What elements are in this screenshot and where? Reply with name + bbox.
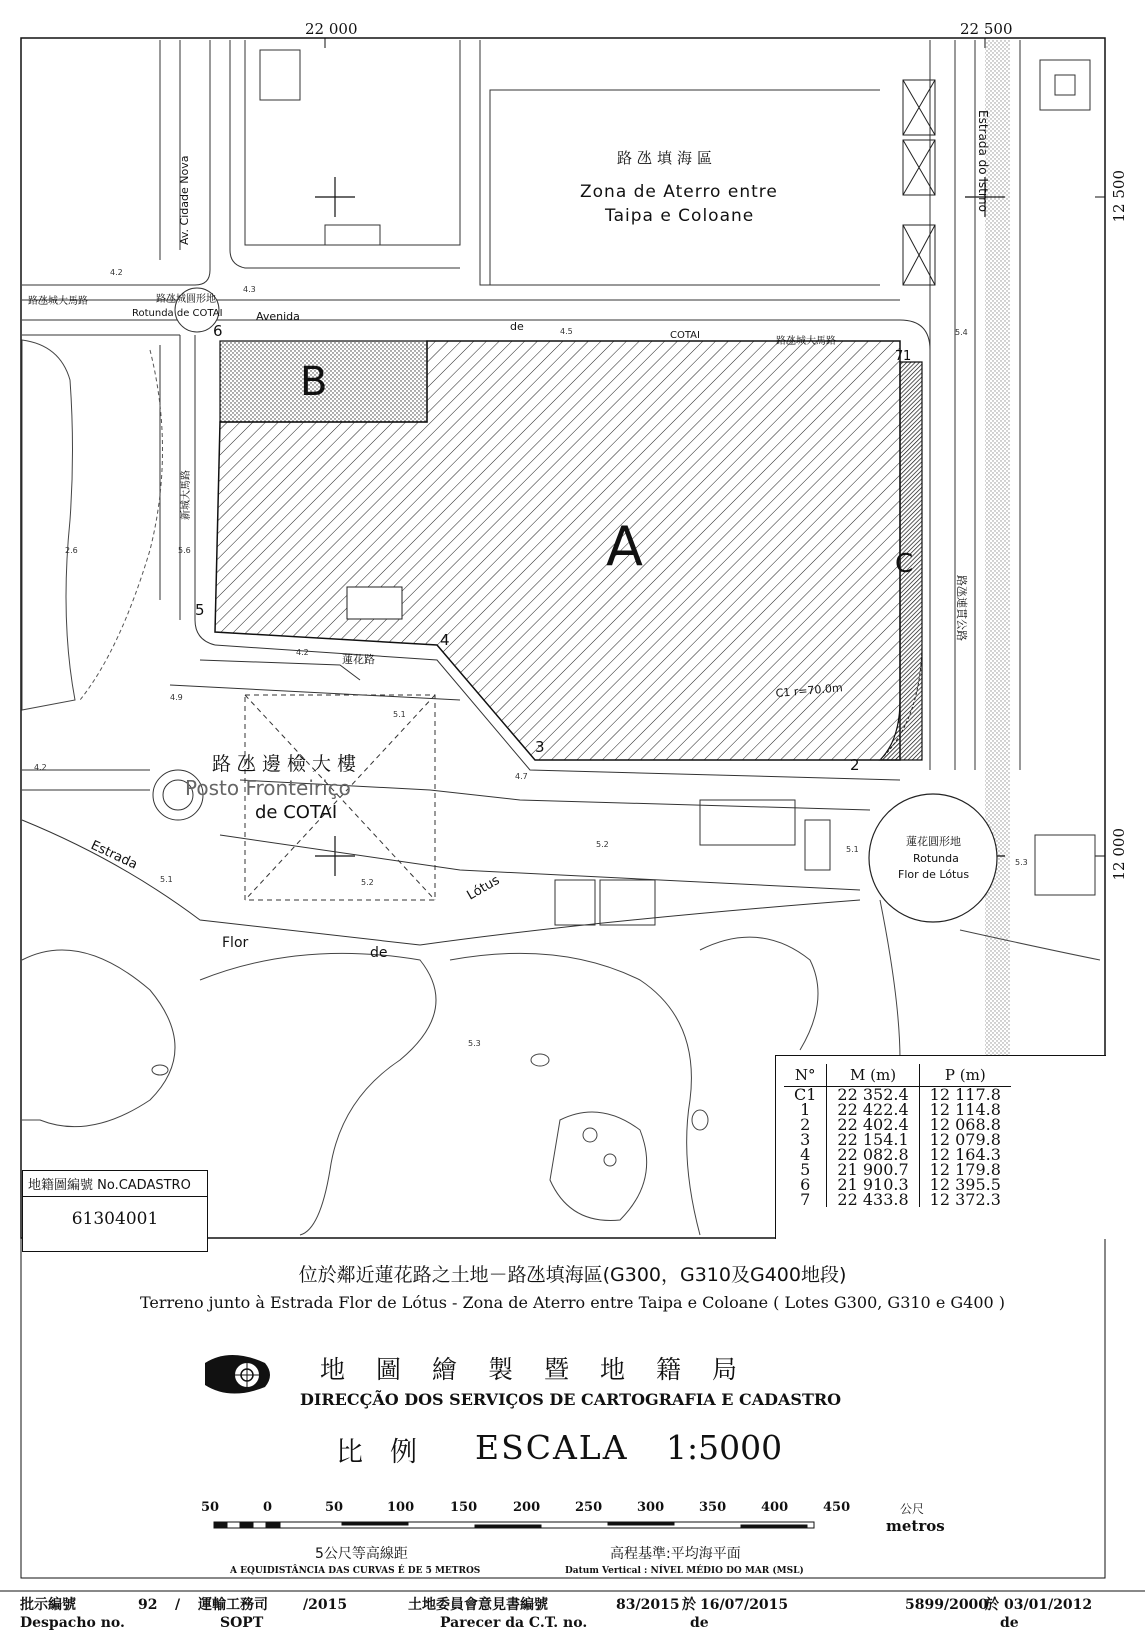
scale-tick-label: 0 <box>263 1500 273 1515</box>
scale-cn: 比 例 <box>336 1437 417 1468</box>
point-6: 6 <box>213 322 223 340</box>
scale-tick-label: 300 <box>637 1500 665 1515</box>
grid-label-x2: 22 500 <box>960 20 1013 38</box>
estrada-flor-4: Lótus <box>464 872 503 904</box>
coord-p: 12 079.8 <box>929 1130 1001 1149</box>
posto-cn: 路氹邊檢大樓 <box>212 753 363 775</box>
scale-unit-cn: 公尺 <box>900 1502 925 1516</box>
cadastro-number: 61304001 <box>71 1209 159 1229</box>
scale-tick-label: 50 <box>325 1500 344 1515</box>
avenida-de: de <box>510 320 524 333</box>
estrada-flor-1: Estrada <box>88 838 140 873</box>
proc-on-cn: 於 <box>985 1597 999 1613</box>
istmo-cn: 路氹連貫公路 <box>955 575 968 641</box>
coord-p: 12 179.8 <box>929 1160 1001 1179</box>
avenida-cn: 路氹城大馬路 <box>28 296 88 307</box>
despacho-num: 92 <box>138 1597 158 1613</box>
zone-cn: 路氹填海區 <box>617 149 718 167</box>
scale-tick-label: 450 <box>823 1500 851 1515</box>
scale-tick-label: 400 <box>761 1500 789 1515</box>
coord-m: 21 910.3 <box>827 1177 919 1192</box>
elev-label: 5.2 <box>361 878 374 887</box>
proc-num: 5899/2000 <box>905 1597 989 1613</box>
coordinate-table-box <box>775 1055 1106 1239</box>
parecer-date: 16/07/2015 <box>700 1597 789 1613</box>
point-3: 3 <box>535 738 545 756</box>
title-cn: 位於鄰近蓮花路之土地－路氹填海區(G300，G310及G400地段) <box>298 1264 847 1286</box>
elev-label: 5.3 <box>468 1039 481 1048</box>
scale-tick-label: 50 <box>201 1500 220 1515</box>
coord-no: C1 <box>794 1085 817 1104</box>
elev-label: 5.3 <box>1015 858 1028 867</box>
coord-no: 7 <box>800 1190 811 1209</box>
col-header-m: M (m) <box>827 1064 919 1087</box>
rotunda-lotus-cn: 蓮花圓形地 <box>906 835 961 848</box>
scale-tick-label: 150 <box>450 1500 478 1515</box>
despacho-dept-cn: 運輸工務司 <box>198 1597 268 1613</box>
agency-pt: DIRECÇÃO DOS SERVIÇOS DE CARTOGRAFIA E CADASTRO <box>300 1390 842 1409</box>
col-header-p: P (m) <box>919 1064 1011 1087</box>
proc-date: 03/01/2012 <box>1004 1597 1093 1613</box>
avenida-cn2: 路氹城大馬路 <box>776 336 836 347</box>
despacho-dept-pt: SOPT <box>220 1615 264 1631</box>
coord-p: 12 372.3 <box>929 1190 1001 1209</box>
coord-no: 6 <box>800 1175 811 1194</box>
contour-pt: A EQUIDISTÂNCIA DAS CURVAS É DE 5 METROS <box>230 1566 481 1576</box>
elev-label: 4.5 <box>560 327 573 336</box>
rotunda-cotai-pt: Rotunda de COTAI <box>132 308 223 319</box>
av-cidade-nova: Av. Cidade Nova <box>178 155 191 245</box>
avenida-word: Avenida <box>256 310 300 323</box>
elev-label: 4.9 <box>170 693 183 702</box>
parecer-de: de <box>690 1615 709 1631</box>
elev-label: 4.2 <box>296 648 309 657</box>
elev-label: 4.3 <box>243 285 256 294</box>
despacho-pt: Despacho no. <box>20 1615 125 1631</box>
coord-m: 22 422.4 <box>827 1102 919 1117</box>
lot-c-label: C <box>895 549 914 579</box>
elev-label: 5.1 <box>846 845 859 854</box>
agency-cn: 地 圖 繪 製 暨 地 籍 局 <box>320 1355 741 1384</box>
scale-bar <box>214 1522 814 1528</box>
coord-p: 12 395.5 <box>929 1175 1001 1194</box>
terrain-left <box>22 340 75 710</box>
parecer-num: 83/2015 <box>616 1597 680 1613</box>
elev-label: 4.7 <box>515 772 528 781</box>
coord-no: 4 <box>800 1145 811 1164</box>
scale-tick-label: 100 <box>387 1500 415 1515</box>
col-header-no: N° <box>784 1064 827 1087</box>
coord-m: 22 154.1 <box>827 1132 919 1147</box>
estrada-flor-2: Flor <box>222 935 249 951</box>
despacho-sep: / <box>175 1597 181 1613</box>
parecer-pt: Parecer da C.T. no. <box>440 1615 588 1631</box>
xincheng-cn: 新城大馬路 <box>181 470 192 520</box>
elev-label: 4.2 <box>110 268 123 277</box>
radius-label: C1 r=70.0m <box>775 681 844 700</box>
coord-m: 21 900.7 <box>827 1162 919 1177</box>
datum-cn: 高程基準:平均海平面 <box>610 1546 741 1562</box>
elev-label: 2.6 <box>65 546 78 555</box>
datum-pt: Datum Vertical : NÍVEL MÉDIO DO MAR (MSL) <box>565 1566 804 1576</box>
title-pt: Terreno junto à Estrada Flor de Lótus - Zona de Aterro entre Taipa e Coloane ( Lotes G300, G310 e G400 ) <box>139 1293 1006 1312</box>
point-2: 2 <box>850 756 860 774</box>
despacho-year: /2015 <box>303 1597 348 1613</box>
small-structure <box>347 587 402 619</box>
scale-unit-pt: metros <box>886 1517 945 1535</box>
scale-value: 1:5000 <box>666 1428 783 1467</box>
estrada-istmo: Estrada do Istmo <box>976 110 990 212</box>
coord-no: 2 <box>800 1115 811 1134</box>
coord-p: 12 164.3 <box>929 1145 1001 1164</box>
avenida-cotai: COTAI <box>670 330 700 341</box>
rotunda-lotus-pt2: Flor de Lótus <box>898 868 970 881</box>
point-7: 7 <box>895 349 904 364</box>
rotunda-cotai-cn: 路氹城圓形地 <box>156 294 216 305</box>
coord-p: 12 068.8 <box>929 1115 1001 1134</box>
cadastro-header: 地籍圖編號 No.CADASTRO <box>23 1171 207 1197</box>
zone-pt1: Zona de Aterro entre <box>580 182 778 202</box>
zone-pt2: Taipa e Coloane <box>605 206 755 226</box>
coord-p: 12 114.8 <box>929 1100 1001 1119</box>
lotus-road-cn: 蓮花路 <box>342 653 375 666</box>
cadastro-box <box>22 1170 208 1252</box>
agency-logo <box>205 1355 270 1394</box>
posto-pt2: de COTAI <box>255 802 338 823</box>
grid-label-x1: 22 000 <box>305 20 358 38</box>
coord-m: 22 402.4 <box>827 1117 919 1132</box>
lot-b-label: B <box>300 359 328 405</box>
coord-no: 5 <box>800 1160 811 1179</box>
coord-row <box>784 1192 1011 1207</box>
proc-de: de <box>1000 1615 1019 1631</box>
grid-label-y2: 12 000 <box>1110 828 1128 881</box>
scale-tick-label: 200 <box>513 1500 541 1515</box>
parecer-cn: 土地委員會意見書編號 <box>408 1597 548 1613</box>
coord-p: 12 117.8 <box>929 1085 1001 1104</box>
elev-label: 5.6 <box>178 546 191 555</box>
scale-tick-label: 250 <box>575 1500 603 1515</box>
coord-m: 22 082.8 <box>827 1147 919 1162</box>
point-1: 1 <box>903 349 912 364</box>
elev-label: 5.2 <box>596 840 609 849</box>
grid-label-y1: 12 500 <box>1110 170 1128 223</box>
despacho-cn: 批示編號 <box>20 1597 76 1613</box>
elev-label: 5.4 <box>955 328 968 337</box>
estrada-flor-3: de <box>370 945 388 961</box>
elev-label: 4.2 <box>34 763 47 772</box>
elev-label: 5.1 <box>393 710 406 719</box>
contour-cn: 5公尺等高線距 <box>315 1546 408 1562</box>
parecer-on-cn: 於 <box>682 1597 696 1613</box>
coord-m: 22 433.8 <box>827 1192 919 1207</box>
elev-label: 5.1 <box>160 875 173 884</box>
coord-no: 3 <box>800 1130 811 1149</box>
scale-tick-label: 350 <box>699 1500 727 1515</box>
posto-pt1: Posto Fronteiriço <box>185 776 351 800</box>
coordinate-table <box>784 1064 1011 1207</box>
point-5: 5 <box>195 601 205 619</box>
point-4: 4 <box>440 631 450 649</box>
scale-label: ESCALA <box>475 1428 629 1467</box>
lot-a-label: A <box>606 515 643 578</box>
coord-no: 1 <box>800 1100 811 1119</box>
rotunda-lotus-pt1: Rotunda <box>913 852 959 865</box>
coord-m: 22 352.4 <box>827 1087 919 1103</box>
